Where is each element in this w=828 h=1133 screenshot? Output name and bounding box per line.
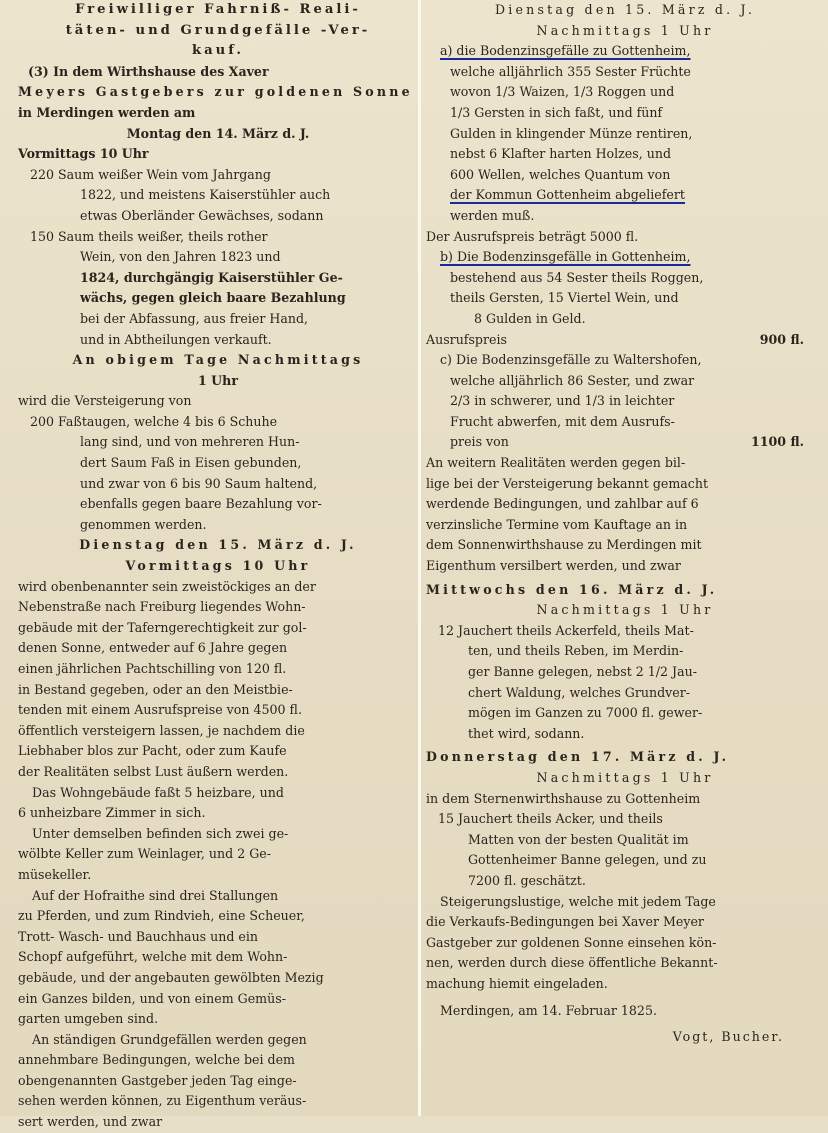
item-line: 12 Jauchert theils Ackerfeld, theils Mat- bbox=[438, 622, 694, 638]
item-line: dert Saum Faß in Eisen gebunden, bbox=[80, 455, 302, 471]
para-line: die Verkaufs-Bedingungen bei Xaver Meyer bbox=[426, 914, 704, 930]
item-line bbox=[426, 41, 824, 62]
date-wednesday: Mittwochs den 16. März d. J. bbox=[426, 581, 718, 597]
afternoon-time: 1 Uhr bbox=[198, 372, 238, 388]
notice-title bbox=[18, 0, 418, 62]
para-line: in Bestand gegeben, oder an den Meistbie- bbox=[18, 681, 293, 697]
item-line: 15 Jauchert theils Acker, und theils bbox=[438, 811, 663, 827]
price-b-label: Ausrufspreis bbox=[426, 331, 507, 347]
para-line: Gastgeber zur goldenen Sonne einsehen kön- bbox=[426, 934, 717, 950]
cellar-paragraph bbox=[18, 824, 418, 886]
para-line: An weitern Realitäten werden gegen bil- bbox=[426, 455, 686, 471]
price-b-row bbox=[426, 330, 824, 351]
item-line: Wein, von den Jahren 1823 und bbox=[80, 249, 281, 265]
para-line: Das Wohngebäude faßt 5 heizbare, und bbox=[32, 784, 284, 800]
date-tuesday-afternoon: Dienstag den 15. März d. J. bbox=[494, 2, 756, 17]
signature: Vogt, Bucher. bbox=[672, 1029, 784, 1045]
item-line: theils Gersten, 15 Viertel Wein, und bbox=[450, 290, 679, 306]
para-line: Schopf aufgeführt, welche mit dem Wohn- bbox=[18, 949, 288, 965]
item-line: ebenfalls gegen baare Bezahlung vor- bbox=[80, 496, 322, 512]
rooms-paragraph bbox=[18, 783, 418, 824]
item-line: 220 Saum weißer Wein vom Jahrgang bbox=[30, 166, 271, 182]
time-monday-morning: Vormittags 10 Uhr bbox=[18, 146, 149, 162]
item-line: thet wird, sodann. bbox=[468, 725, 585, 741]
para-line: wird obenbenannter sein zweistöckiges an der bbox=[18, 578, 316, 594]
para-line: ein Ganzes bilden, und von einem Gemüs- bbox=[18, 990, 286, 1006]
intro-line: Meyers Gastgebers zur goldenen Sonne bbox=[18, 84, 413, 100]
para-line: denen Sonne, entweder auf 6 Jahre gegen bbox=[18, 640, 288, 656]
time-wednesday: Nachmittags 1 Uhr bbox=[536, 602, 714, 618]
para-line: Trott- Wasch- und Bauchhaus und ein bbox=[18, 928, 259, 944]
closing-paragraph bbox=[426, 892, 824, 995]
price-c-value: 1100 fl. bbox=[751, 434, 804, 450]
price-c-label: preis von bbox=[450, 434, 509, 450]
intro-paragraph bbox=[18, 62, 418, 124]
para-line: machung hiemit eingeladen. bbox=[426, 975, 608, 991]
wine-item-220 bbox=[18, 165, 418, 227]
place-date: Merdingen, am 14. Februar 1825. bbox=[440, 1002, 657, 1018]
para-line: wölbte Keller zum Weinlager, und 2 Ge- bbox=[18, 846, 271, 862]
item-c bbox=[426, 350, 824, 432]
date-monday: Montag den 14. März d. J. bbox=[126, 125, 310, 141]
para-line: öffentlich versteigern lassen, je nachdem die bbox=[18, 722, 305, 738]
item-line: mögen im Ganzen zu 7000 fl. gewer- bbox=[468, 705, 703, 721]
date-tuesday: Dienstag den 15. März d. J. bbox=[79, 537, 357, 553]
auction-intro: wird die Versteigerung von bbox=[18, 393, 192, 409]
item-line: bestehend aus 54 Sester theils Roggen, bbox=[450, 269, 704, 285]
item-line-text: a) die Bodenzinsgefälle zu Gottenheim, bbox=[440, 43, 691, 59]
item-line: nebst 6 Klafter harten Holzes, und bbox=[450, 146, 672, 162]
para-line: werdende Bedingungen, und zahlbar auf 6 bbox=[426, 496, 699, 512]
item-line: 600 Wellen, welches Quantum von bbox=[450, 166, 671, 182]
item-line: 1822, und meistens Kaiserstühler auch bbox=[80, 187, 331, 203]
right-column bbox=[426, 0, 824, 1116]
item-line: 1/3 Gersten in sich faßt, und fünf bbox=[450, 104, 663, 120]
item-line-text: b) Die Bodenzinsgefälle in Gottenheim, bbox=[440, 249, 691, 265]
para-line: der Realitäten selbst Lust äußern werden. bbox=[18, 763, 289, 779]
item-line: c) Die Bodenzinsgefälle zu Waltershofen, bbox=[440, 352, 702, 368]
column-divider bbox=[418, 0, 421, 1116]
para-line: gebäude mit der Taferngerechtigkeit zur gol- bbox=[18, 619, 307, 635]
intro-line: in Merdingen werden am bbox=[18, 104, 196, 120]
further-paragraph bbox=[426, 453, 824, 577]
para-line: garten umgeben sind. bbox=[18, 1011, 159, 1027]
item-line: 200 Faßtaugen, welche 4 bis 6 Schuhe bbox=[30, 413, 278, 429]
item-line: 150 Saum theils weißer, theils rother bbox=[30, 228, 268, 244]
title-line-1: Freiwilliger Fahrniß- Reali- bbox=[75, 2, 361, 17]
price-c-row bbox=[426, 432, 824, 453]
price-a: Der Ausrufspreis beträgt 5000 fl. bbox=[426, 228, 639, 244]
item-15 bbox=[426, 809, 824, 891]
para-line: Liebhaber blos zur Pacht, oder zum Kaufe bbox=[18, 743, 287, 759]
intro-line: (3) In dem Wirthshause des Xaver bbox=[28, 63, 269, 79]
item-line: bei der Abfassung, aus freier Hand, bbox=[80, 310, 309, 326]
left-column bbox=[18, 0, 418, 1130]
para-line: Steigerungslustige, welche mit jedem Tage bbox=[440, 893, 716, 909]
para-line: Unter demselben befinden sich zwei ge- bbox=[32, 825, 289, 841]
para-line: sert werden, und zwar bbox=[18, 1114, 163, 1130]
para-line: nen, werden durch diese öffentliche Bekannt- bbox=[426, 955, 718, 971]
item-line: werden muß. bbox=[450, 207, 535, 223]
para-line: gebäude, und der angebauten gewölbten Mezig bbox=[18, 969, 324, 985]
building-paragraph bbox=[18, 577, 418, 783]
dues-paragraph bbox=[18, 1030, 418, 1133]
para-line: müsekeller. bbox=[18, 866, 92, 882]
para-line: zu Pferden, und zum Rindvieh, eine Scheuer, bbox=[18, 908, 305, 924]
title-line-2: täten- und Grundgefälle -Ver- bbox=[65, 22, 371, 38]
item-line: 2/3 in schwerer, und 1/3 in leichter bbox=[450, 393, 675, 409]
item-line: 1824, durchgängig Kaiserstühler Ge- bbox=[80, 269, 343, 285]
para-line: tenden mit einem Ausrufspreise von 4500 fl. bbox=[18, 702, 302, 718]
para-line: verzinsliche Termine vom Kauftage an in bbox=[426, 516, 688, 532]
date-thursday: Donnerstag den 17. März d. J. bbox=[426, 749, 730, 765]
item-line bbox=[426, 185, 824, 206]
item-line: wächs, gegen gleich baare Bezahlung bbox=[80, 290, 346, 306]
item-line: ger Banne gelegen, nebst 2 1/2 Jau- bbox=[468, 664, 697, 679]
item-line-text: der Kommun Gottenheim abgeliefert bbox=[450, 187, 685, 203]
time-thursday: Nachmittags 1 Uhr bbox=[536, 769, 714, 785]
item-line: genommen werden. bbox=[80, 516, 207, 532]
para-line: dem Sonnenwirthshause zu Merdingen mit bbox=[426, 537, 702, 553]
para-line: 6 unheizbare Zimmer in sich. bbox=[18, 805, 206, 821]
yard-paragraph bbox=[18, 886, 418, 1030]
item-line: Gottenheimer Banne gelegen, und zu bbox=[468, 852, 707, 868]
item-line: Frucht abwerfen, mit dem Ausrufs- bbox=[450, 413, 675, 429]
item-line: Matten von der besten Qualität im bbox=[468, 831, 689, 847]
item-line bbox=[426, 247, 824, 268]
item-line: welche alljährlich 86 Sester, und zwar bbox=[450, 372, 695, 388]
price-b-value: 900 fl. bbox=[759, 331, 804, 347]
time-tuesday-morning: Vormittags 10 Uhr bbox=[125, 558, 311, 574]
time-tuesday-afternoon: Nachmittags 1 Uhr bbox=[536, 22, 714, 38]
item-line: wovon 1/3 Waizen, 1/3 Roggen und bbox=[450, 84, 675, 100]
item-line: ten, und theils Reben, im Merdin- bbox=[468, 643, 684, 659]
item-line: chert Waldung, welches Grundver- bbox=[468, 684, 690, 700]
para-line: An ständigen Grundgefällen werden gegen bbox=[32, 1031, 307, 1047]
wine-item-150 bbox=[18, 227, 418, 351]
barrels-item-200 bbox=[18, 412, 418, 536]
item-line: 8 Gulden in Geld. bbox=[474, 310, 586, 326]
place-thursday: in dem Sternenwirthshause zu Gottenheim bbox=[426, 790, 701, 806]
para-line: annehmbare Bedingungen, welche bei dem bbox=[18, 1052, 295, 1068]
para-line: Eigenthum versilbert werden, und zwar bbox=[426, 558, 681, 574]
para-line: lige bei der Versteigerung bekannt gemacht bbox=[426, 475, 709, 491]
item-12 bbox=[426, 621, 824, 745]
item-line: 7200 fl. geschätzt. bbox=[468, 872, 586, 888]
item-b bbox=[426, 247, 824, 329]
item-line: etwas Oberländer Gewächses, sodann bbox=[80, 207, 324, 223]
para-line: sehen werden können, zu Eigenthum veräus- bbox=[18, 1093, 307, 1109]
item-line: welche alljährlich 355 Sester Früchte bbox=[450, 63, 691, 79]
item-line: Gulden in klingender Münze rentiren, bbox=[450, 125, 693, 141]
para-line: einen jährlichen Pachtschilling von 120 fl. bbox=[18, 661, 287, 676]
item-line: und zwar von 6 bis 90 Saum haltend, bbox=[80, 475, 318, 491]
para-line: Auf der Hofraithe sind drei Stallungen bbox=[32, 887, 279, 903]
item-line: lang sind, und von mehreren Hun- bbox=[80, 434, 300, 450]
title-line-3: kauf. bbox=[191, 43, 245, 59]
item-a bbox=[426, 41, 824, 226]
para-line: obengenannten Gastgeber jeden Tag einge- bbox=[18, 1072, 297, 1088]
item-line: und in Abtheilungen verkauft. bbox=[80, 331, 272, 347]
para-line: Nebenstraße nach Freiburg liegendes Wohn- bbox=[18, 599, 306, 615]
afternoon-heading: An obigem Tage Nachmittags bbox=[72, 352, 364, 368]
